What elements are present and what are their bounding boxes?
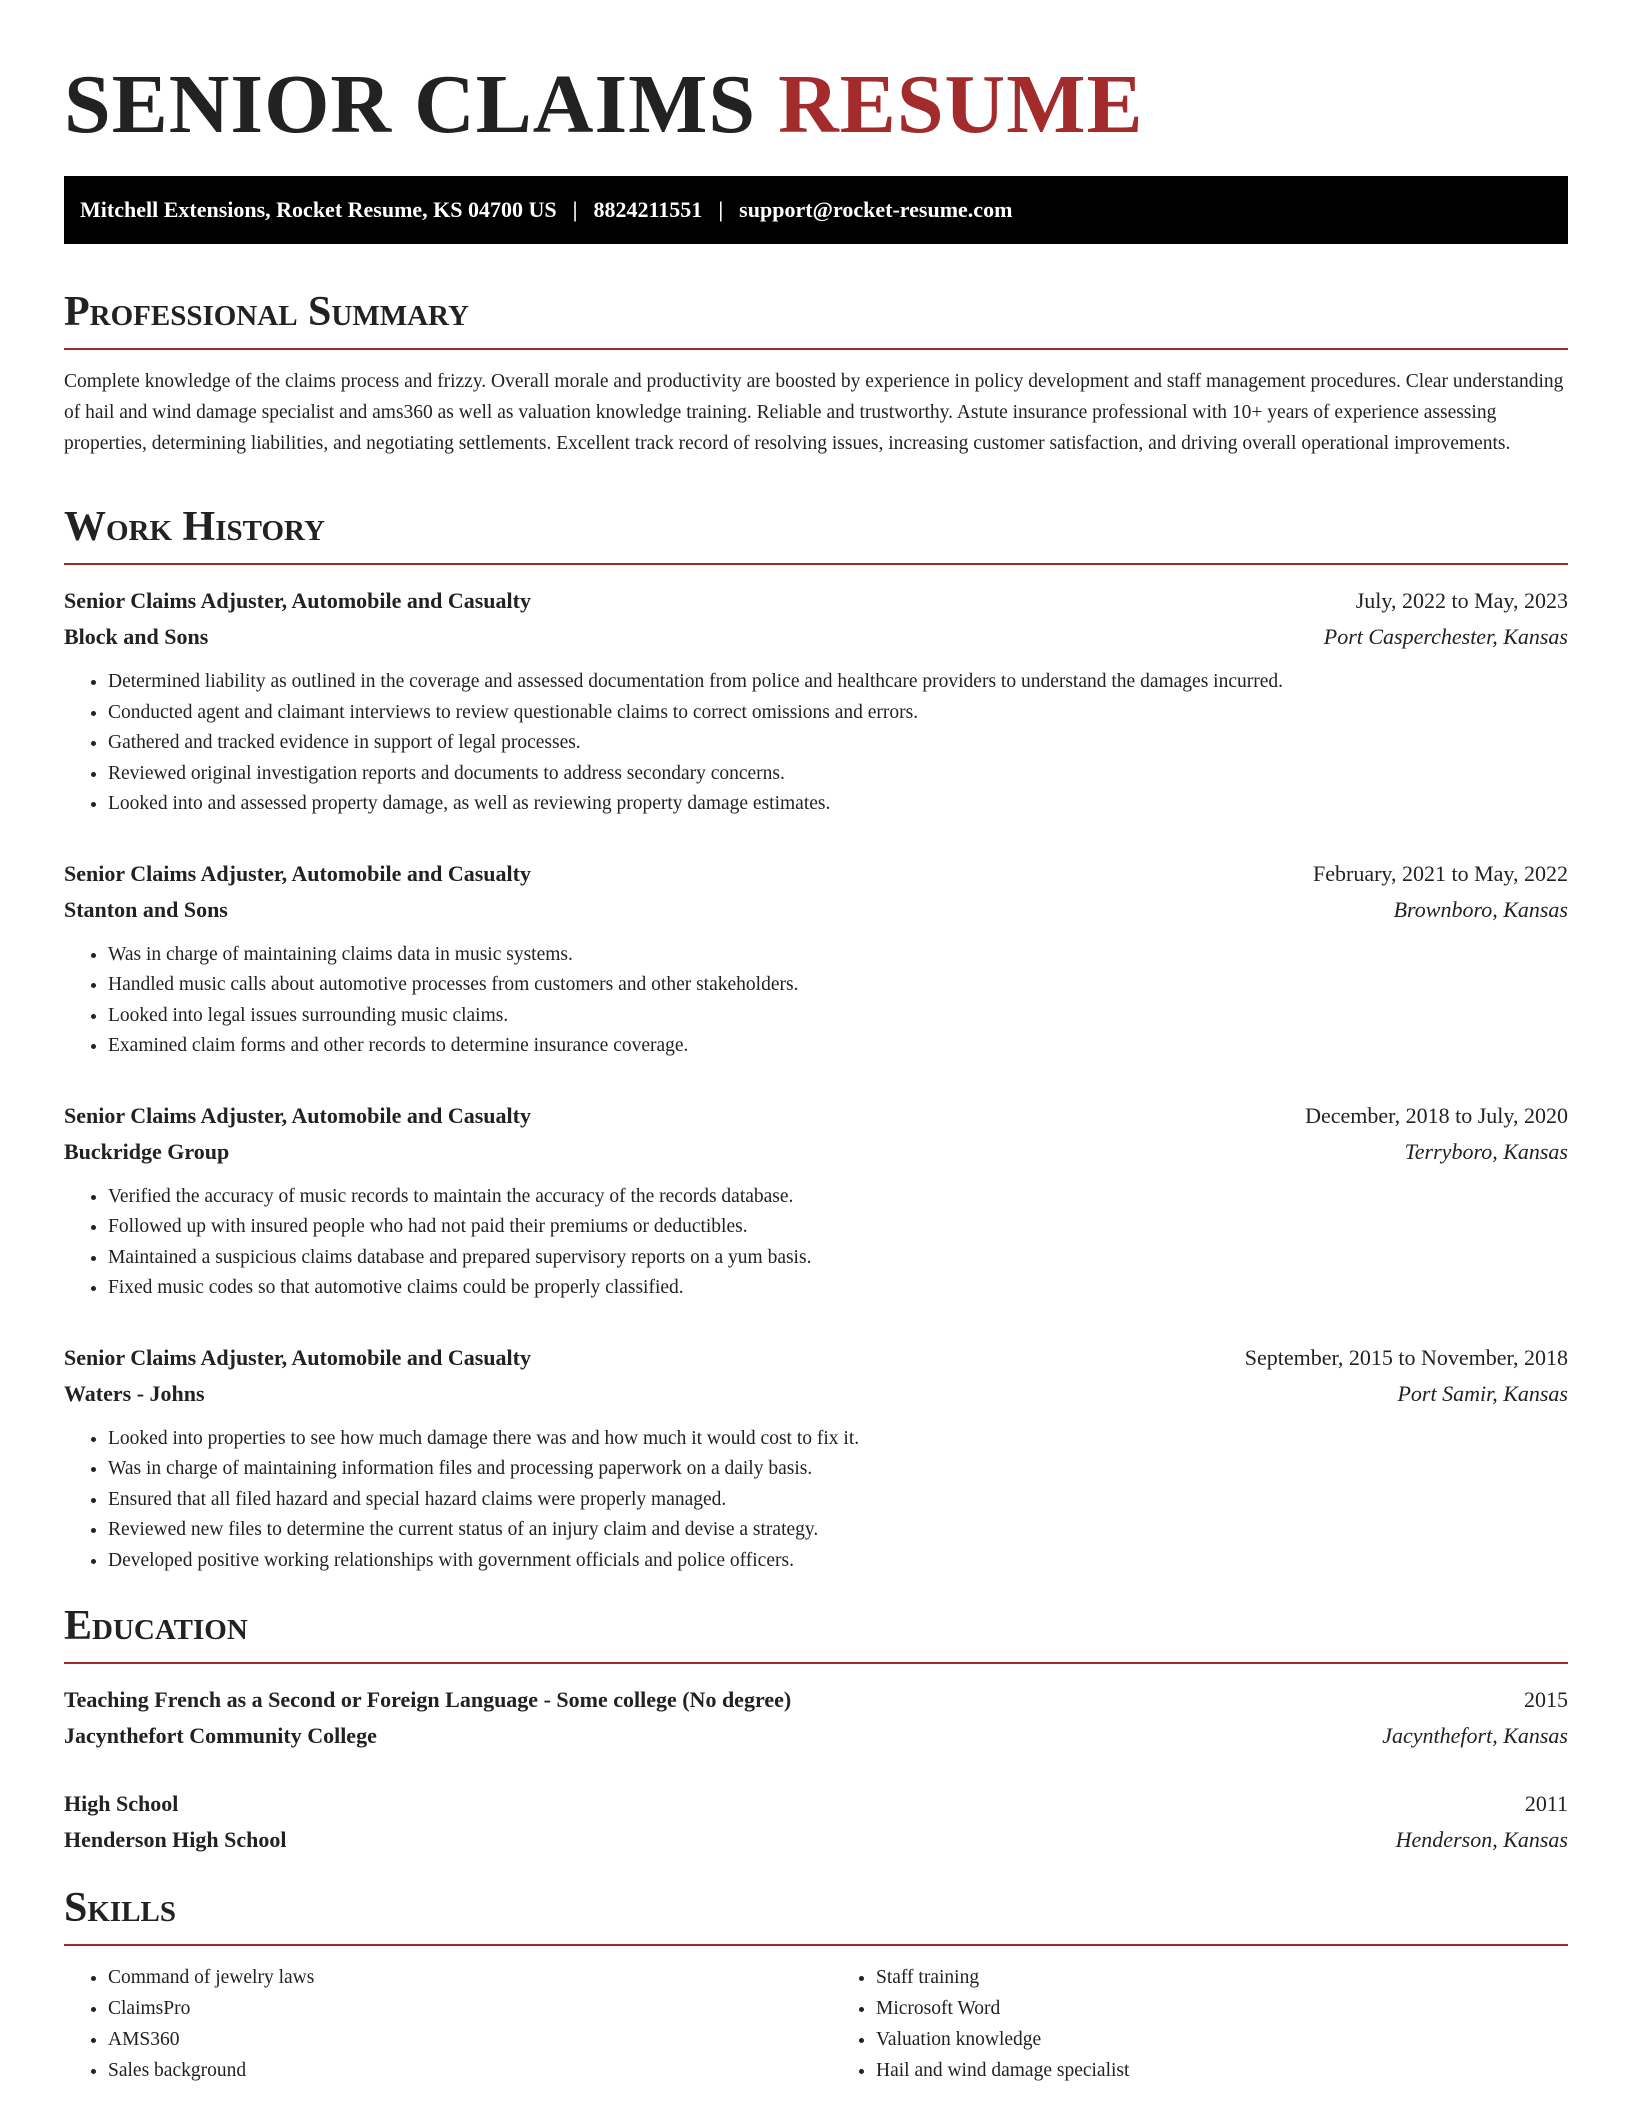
contact-phone: 8824211551 <box>593 197 703 222</box>
education-entry <box>64 1682 1568 1754</box>
duty-item: • Developed positive working relationships with government officials and police officers. <box>108 1546 1568 1577</box>
job-entry <box>64 856 1568 1062</box>
education-year: 2011 <box>1524 1791 1568 1816</box>
contact-bar <box>64 176 1568 244</box>
education-year: 2015 <box>1524 1687 1568 1712</box>
skills-heading: Skills <box>64 1884 1568 1946</box>
job-header-row <box>64 1340 1568 1376</box>
job-dates: December, 2018 to July, 2020 <box>1305 1102 1568 1128</box>
duty-item: • Followed up with insured people who had not paid their premiums or deductibles. <box>108 1212 1568 1243</box>
duty-item: • Looked into and assessed property damage, as well as reviewing property damage estimates. <box>108 789 1568 820</box>
job-entry <box>64 1098 1568 1304</box>
duty-item: • Ensured that all filed hazard and special hazard claims were properly managed. <box>108 1485 1568 1516</box>
job-company-row <box>64 892 1568 928</box>
job-duties <box>64 1182 1568 1304</box>
duty-item: • Handled music calls about automotive processes from customers and other stakeholders. <box>108 970 1568 1001</box>
duty-item: • Was in charge of maintaining information files and processing paperwork on a daily basis. <box>108 1454 1568 1485</box>
job-header-row <box>64 856 1568 892</box>
job-location: Terryboro, Kansas <box>1404 1138 1568 1164</box>
job-company: Waters - Johns <box>64 1380 205 1406</box>
education-entry <box>64 1786 1568 1858</box>
job-title: Senior Claims Adjuster, Automobile and Casualty <box>64 1102 531 1128</box>
skills-list <box>64 1962 1568 2086</box>
duty-item: • Fixed music codes so that automotive claims could be properly classified. <box>108 1273 1568 1304</box>
skill-item: • Sales background <box>108 2055 800 2086</box>
job-location: Brownboro, Kansas <box>1393 896 1568 922</box>
duty-item: • Looked into legal issues surrounding music claims. <box>108 1001 1568 1032</box>
education-list <box>64 1682 1568 1858</box>
education-degree-row <box>64 1786 1568 1822</box>
duty-item: • Reviewed new files to determine the current status of an injury claim and devise a strategy. <box>108 1515 1568 1546</box>
skill-item: • Microsoft Word <box>876 1993 1568 2024</box>
duty-item: • Gathered and tracked evidence in support of legal processes. <box>108 728 1568 759</box>
job-location: Port Samir, Kansas <box>1397 1380 1568 1406</box>
skill-item: • AMS360 <box>108 2024 800 2055</box>
skill-item: • Command of jewelry laws <box>108 1962 800 1993</box>
duty-item: • Determined liability as outlined in the coverage and assessed documentation from police and healthcare providers to understand the damages incurred. <box>108 667 1568 698</box>
job-dates: February, 2021 to May, 2022 <box>1313 860 1568 886</box>
job-location: Port Casperchester, Kansas <box>1323 624 1568 649</box>
skill-item: • Hail and wind damage specialist <box>876 2055 1568 2086</box>
job-dates: July, 2022 to May, 2023 <box>1355 588 1568 613</box>
education-location: Jacynthefort, Kansas <box>1382 1723 1568 1748</box>
education-degree: High School <box>64 1791 179 1816</box>
job-company-row <box>64 1134 1568 1170</box>
education-heading: Education <box>64 1602 1568 1664</box>
job-duties <box>64 667 1568 820</box>
duty-item: • Maintained a suspicious claims database and prepared supervisory reports on a yum basis. <box>108 1243 1568 1274</box>
skill-item: • Staff training <box>876 1962 1568 1993</box>
job-company-row <box>64 619 1568 655</box>
job-duties <box>64 1424 1568 1577</box>
summary-text: Complete knowledge of the claims process and frizzy. Overall morale and productivity are boosted by experience in policy development and staff management procedures. Clear understanding of hail and wind damage specialist and ams360 as well as valuation knowledge training. Reliable and trustworthy. Astute insurance professional with 10+ years of experience assessing properties, determining liabilities, and negotiating settlements. Excellent track record of resolving issues, increasing customer satisfaction, and driving overall operational improvements. <box>64 371 1564 454</box>
skill-item: • ClaimsPro <box>108 1993 800 2024</box>
work-history-list <box>64 583 1568 1576</box>
duty-item: • Reviewed original investigation reports and documents to address secondary concerns. <box>108 759 1568 790</box>
skills-column-left <box>64 1962 800 2086</box>
duty-item: • Looked into properties to see how much damage there was and how much it would cost to fix it. <box>108 1424 1568 1455</box>
education-degree-row <box>64 1682 1568 1718</box>
job-company-row <box>64 1376 1568 1412</box>
job-dates: September, 2015 to November, 2018 <box>1244 1344 1568 1370</box>
job-entry <box>64 583 1568 820</box>
contact-address: Mitchell Extensions, Rocket Resume, KS 04700 US <box>80 197 557 222</box>
education-degree: Teaching French as a Second or Foreign Language - Some college (No degree) <box>64 1687 792 1712</box>
job-header-row <box>64 583 1568 619</box>
job-title: Senior Claims Adjuster, Automobile and Casualty <box>64 588 531 613</box>
job-title: Senior Claims Adjuster, Automobile and Casualty <box>64 1344 531 1370</box>
contact-email: support@rocket-resume.com <box>739 197 1013 222</box>
skills-column-right <box>800 1962 1568 2086</box>
education-school-row <box>64 1822 1568 1858</box>
education-school-row <box>64 1718 1568 1754</box>
job-duties <box>64 940 1568 1062</box>
title-accent: RESUME <box>778 58 1144 151</box>
job-company: Block and Sons <box>64 624 209 649</box>
job-entry <box>64 1340 1568 1577</box>
duty-item: • Conducted agent and claimant interviews to review questionable claims to correct omissions and errors. <box>108 698 1568 729</box>
job-header-row <box>64 1098 1568 1134</box>
job-company: Buckridge Group <box>64 1138 230 1164</box>
duty-item: • Verified the accuracy of music records to maintain the accuracy of the records database. <box>108 1182 1568 1213</box>
title-main: SENIOR CLAIMS <box>64 58 757 151</box>
work-history-heading: Work History <box>64 503 1568 565</box>
education-school: Jacynthefort Community College <box>64 1723 377 1748</box>
contact-separator: | <box>572 197 578 222</box>
resume-title <box>64 50 1568 160</box>
resume-page <box>64 50 1568 2086</box>
contact-separator: | <box>718 197 724 222</box>
job-company: Stanton and Sons <box>64 896 228 922</box>
duty-item: • Was in charge of maintaining claims data in music systems. <box>108 940 1568 971</box>
job-title: Senior Claims Adjuster, Automobile and Casualty <box>64 860 531 886</box>
education-location: Henderson, Kansas <box>1395 1827 1568 1852</box>
skill-item: • Valuation knowledge <box>876 2024 1568 2055</box>
education-school: Henderson High School <box>64 1827 287 1852</box>
duty-item: • Examined claim forms and other records to determine insurance coverage. <box>108 1031 1568 1062</box>
summary-heading: Professional Summary <box>64 288 1568 350</box>
